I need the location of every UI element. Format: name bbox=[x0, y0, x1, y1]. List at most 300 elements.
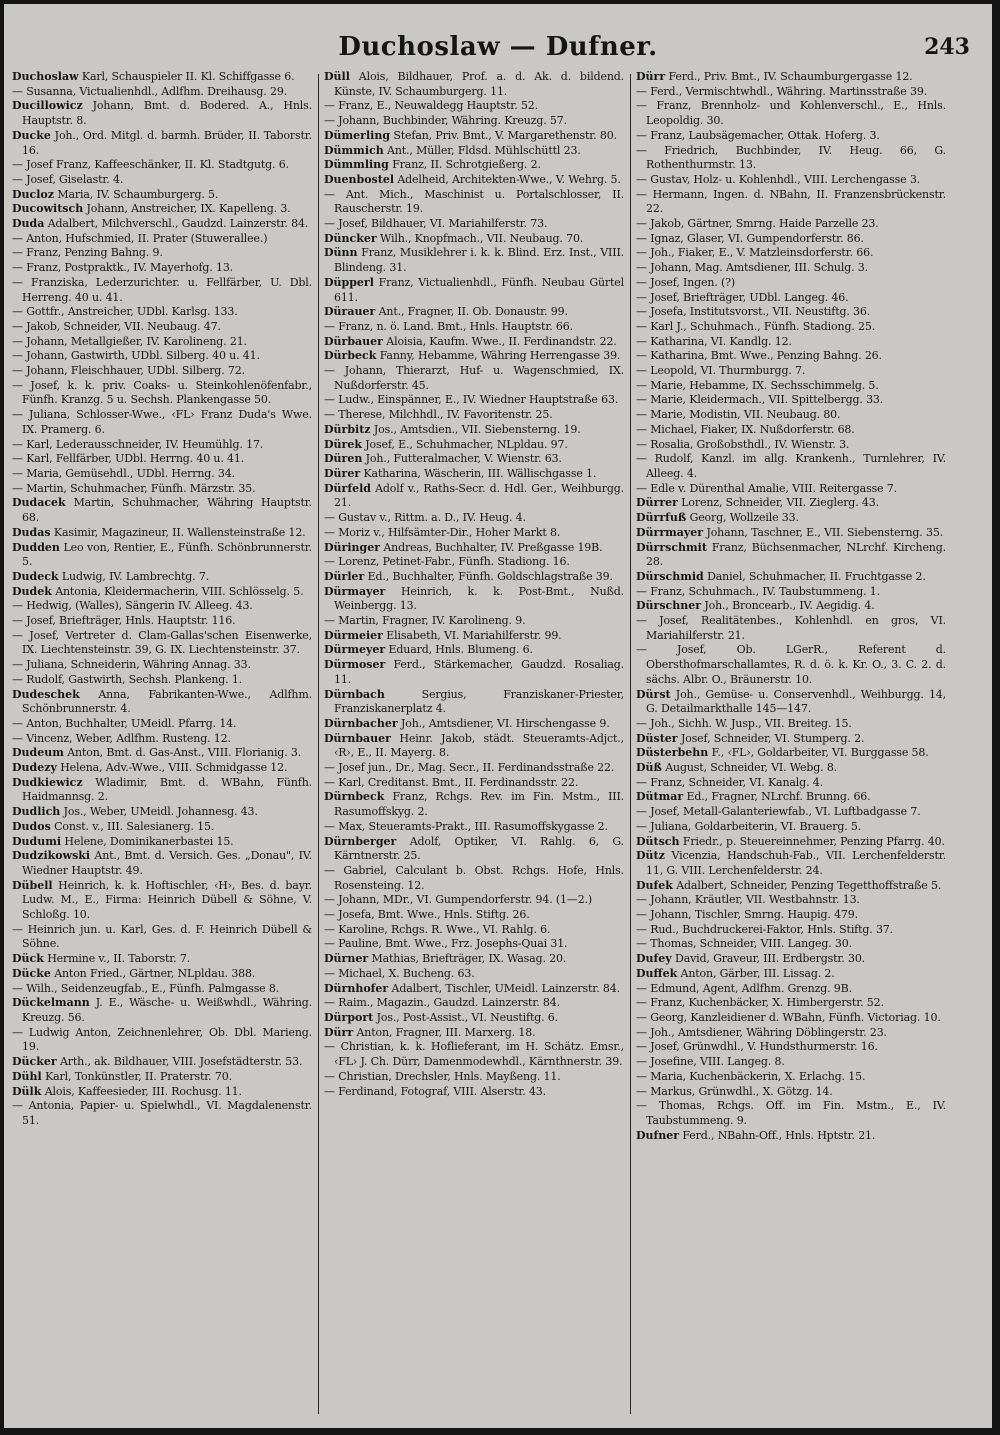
directory-entry bbox=[324, 937, 624, 952]
directory-entry bbox=[12, 570, 312, 585]
entry-details: Adalbert, Tischler, UMeidl. Lainzerstr. 84. bbox=[388, 981, 620, 995]
entry-details: Joh., Futteralmacher, V. Wienstr. 63. bbox=[362, 452, 562, 466]
directory-entry bbox=[324, 452, 624, 467]
entry-details: Heinr. Jakob, städt. Steueramts-Adjct., ‹R›, E., II. Mayerg. 8. bbox=[334, 731, 624, 760]
directory-entry bbox=[12, 232, 312, 247]
entry-surname: Dürrmayer bbox=[636, 525, 704, 539]
directory-entry bbox=[636, 879, 946, 894]
directory-entry bbox=[636, 70, 946, 85]
directory-entry bbox=[324, 232, 624, 247]
directory-entry bbox=[12, 85, 312, 100]
directory-entry bbox=[324, 70, 624, 99]
directory-entry bbox=[12, 541, 312, 570]
directory-entry bbox=[12, 276, 312, 305]
entry-details: Johann, Bmt. d. Bodered. A., Hnls. Hauptstr. 8. bbox=[22, 99, 312, 128]
entry-details: Friedr., p. Steuereinnehmer, Penzing Pfarrg. 40. bbox=[679, 834, 945, 848]
directory-entry bbox=[12, 820, 312, 835]
directory-entry bbox=[636, 570, 946, 585]
directory-entry bbox=[636, 438, 946, 453]
directory-entry bbox=[12, 261, 312, 276]
entry-details: — Johann, Gastwirth, UDbl. Silberg. 40 u. 41. bbox=[12, 349, 260, 363]
entry-surname: Ducillowicz bbox=[12, 99, 83, 113]
entry-details: Adalbert, Schneider, Penzing Tegetthoffstraße 5. bbox=[672, 878, 942, 892]
entry-surname: Dürnberger bbox=[324, 834, 397, 848]
directory-entry bbox=[12, 467, 312, 482]
page-title: Duchoslaw — Dufner. bbox=[338, 32, 658, 62]
entry-details: — Moriz v., Hilfsämter-Dir., Hoher Markt 8. bbox=[324, 525, 561, 539]
directory-entry bbox=[636, 305, 946, 320]
entry-details: — Josef, Ob. LGerR., Referent d. Obersthofmarschallamtes, R. d. ö. k. Kr. O., 3. C. 2. d. sächs. Albr. O., Bräunerstr. 10. bbox=[636, 643, 946, 686]
entry-details: Franz, Büchsenmacher, NLrchf. Kircheng. 28. bbox=[646, 540, 946, 569]
entry-details: — Marie, Modistin, VII. Neubaug. 80. bbox=[636, 408, 841, 422]
directory-entry bbox=[636, 982, 946, 997]
column-2 bbox=[324, 70, 624, 1420]
directory-entry bbox=[324, 614, 624, 629]
directory-entry bbox=[324, 335, 624, 350]
directory-entry bbox=[12, 1099, 312, 1128]
entry-details: — Juliana, Goldarbeiterin, VI. Brauerg. 5. bbox=[636, 819, 862, 833]
directory-entry bbox=[12, 996, 312, 1025]
entry-surname: Dümmling bbox=[324, 158, 389, 172]
directory-entry bbox=[636, 835, 946, 850]
entry-surname: Dufek bbox=[636, 878, 673, 892]
directory-entry bbox=[324, 952, 624, 967]
entry-details: — Friedrich, Buchbinder, IV. Heug. 66, G. Rothenthurmstr. 13. bbox=[636, 143, 946, 172]
directory-entry bbox=[12, 1026, 312, 1055]
directory-entry bbox=[636, 1129, 946, 1144]
entry-details: — Jakob, Schneider, VII. Neubaug. 47. bbox=[12, 319, 221, 333]
entry-details: F., ‹FL›, Goldarbeiter, VI. Burggasse 58. bbox=[708, 746, 929, 760]
directory-entry bbox=[12, 879, 312, 923]
entry-details: — Franz, E., Neuwaldegg Hauptstr. 52. bbox=[324, 99, 538, 113]
entry-surname: Dudeschek bbox=[12, 687, 80, 701]
directory-entry bbox=[324, 643, 624, 658]
entry-details: Stefan, Priv. Bmt., V. Margarethenstr. 80. bbox=[390, 128, 617, 142]
directory-entry bbox=[636, 614, 946, 643]
directory-entry bbox=[324, 790, 624, 819]
directory-entry bbox=[636, 1085, 946, 1100]
entry-details: — Hermann, Ingen. d. NBahn, II. Franzensbrückenstr. 22. bbox=[636, 187, 946, 216]
directory-entry bbox=[636, 379, 946, 394]
entry-details: Joh., Amtsdiener, VI. Hirschengasse 9. bbox=[397, 716, 610, 730]
directory-entry bbox=[636, 173, 946, 188]
entry-surname: Düsterbehn bbox=[636, 746, 709, 760]
entry-details: Karl, Tonkünstler, II. Praterstr. 70. bbox=[41, 1069, 232, 1083]
directory-entry bbox=[12, 202, 312, 217]
directory-entry bbox=[636, 967, 946, 982]
entry-details: — Lorenz, Petinet-Fabr., Fünfh. Stadiong. 16. bbox=[324, 555, 570, 569]
entry-details: — Josef, Bildhauer, VI. Mariahilferstr. 73. bbox=[324, 217, 548, 231]
entry-details: Anna, Fabrikanten-Wwe., Adlfhm. Schönbrunnerstr. 4. bbox=[22, 687, 312, 716]
directory-entry bbox=[636, 908, 946, 923]
entry-details: — Josef, Grünwdhl., V. Hundsthurmerstr. 16. bbox=[636, 1040, 878, 1054]
entry-details: — Franz, Postpraktk., IV. Mayerhofg. 13. bbox=[12, 261, 234, 275]
entry-details: — Karl J., Schuhmach., Fünfh. Stadiong. 25. bbox=[636, 319, 876, 333]
directory-entry bbox=[324, 835, 624, 864]
entry-details: — Gustav, Holz- u. Kohlenhdl., VIII. Lerchengasse 3. bbox=[636, 172, 921, 186]
directory-entry bbox=[12, 482, 312, 497]
directory-entry bbox=[636, 349, 946, 364]
directory-entry bbox=[636, 923, 946, 938]
entry-details: — Antonia, Papier- u. Spielwhdl., VI. Magdalenenstr. 51. bbox=[12, 1099, 312, 1127]
entry-surname: Dürbauer bbox=[324, 334, 383, 348]
entry-surname: Dudkiewicz bbox=[12, 775, 83, 789]
directory-entry bbox=[12, 835, 312, 850]
directory-entry bbox=[324, 629, 624, 644]
entry-surname: Dütmar bbox=[636, 790, 684, 804]
entry-details: — Maria, Kuchenbäckerin, X. Erlachg. 15. bbox=[636, 1069, 866, 1083]
entry-details: — Josefa, Institutsvorst., VII. Neustiftg. 36. bbox=[636, 305, 871, 319]
entry-details: Anton, Gärber, III. Lissag. 2. bbox=[677, 966, 835, 980]
directory-entry bbox=[636, 291, 946, 306]
directory-entry bbox=[636, 452, 946, 481]
directory-entry bbox=[12, 1070, 312, 1085]
directory-entry bbox=[12, 805, 312, 820]
entry-surname: Dücker bbox=[12, 1055, 57, 1069]
entry-details: — Vincenz, Weber, Adlfhm. Rusteng. 12. bbox=[12, 731, 231, 745]
entry-details: Jos., Amtsdien., VII. Siebensterng. 19. bbox=[370, 422, 581, 436]
entry-details: Georg, Wollzeile 33. bbox=[686, 511, 799, 525]
directory-entry bbox=[636, 643, 946, 687]
entry-details: Ed., Buchhalter, Fünfh. Goldschlagstraße 39. bbox=[364, 569, 613, 583]
directory-entry bbox=[636, 599, 946, 614]
directory-entry bbox=[636, 144, 946, 173]
directory-entry bbox=[12, 658, 312, 673]
entry-details: Andreas, Buchhalter, IV. Preßgasse 19B. bbox=[380, 540, 603, 554]
directory-entry bbox=[12, 982, 312, 997]
entry-surname: Dürnhofer bbox=[324, 981, 389, 995]
entry-details: Adalbert, Milchverschl., Gaudzd. Lainzerstr. 84. bbox=[44, 217, 309, 231]
entry-surname: Dürer bbox=[324, 466, 361, 480]
directory-entry bbox=[12, 761, 312, 776]
entry-surname: Dühl bbox=[12, 1069, 42, 1083]
directory-entry bbox=[12, 364, 312, 379]
directory-entry bbox=[636, 585, 946, 600]
entry-details: Fanny, Hebamme, Währing Herrengasse 39. bbox=[376, 349, 621, 363]
entry-details: — Johann, Metallgießer, IV. Karolineng. 21. bbox=[12, 334, 247, 348]
directory-entry bbox=[324, 158, 624, 173]
entry-details: — Anton, Hufschmied, II. Prater (Stuwerallee.) bbox=[12, 231, 268, 245]
entry-details: — Rudolf, Gastwirth, Sechsh. Plankeng. 1. bbox=[12, 672, 243, 686]
column-divider bbox=[630, 74, 631, 1414]
directory-entry bbox=[636, 761, 946, 776]
directory-entry bbox=[636, 746, 946, 761]
directory-entry bbox=[636, 1040, 946, 1055]
entry-details: — Gustav v., Rittm. a. D., IV. Heug. 4. bbox=[324, 511, 526, 525]
directory-entry bbox=[324, 320, 624, 335]
directory-entry bbox=[12, 335, 312, 350]
entry-details: Franz, Rchgs. Rev. im Fin. Mstm., III. Rasumoffskyg. 2. bbox=[334, 790, 624, 819]
directory-entry bbox=[324, 364, 624, 393]
entry-details: — Josef Franz, Kaffeeschänker, II. Kl. Stadtgutg. 6. bbox=[12, 158, 289, 172]
entry-details: Alois, Kaffeesieder, III. Rochusg. 11. bbox=[41, 1084, 242, 1098]
directory-entry bbox=[324, 129, 624, 144]
directory-entry bbox=[12, 923, 312, 952]
directory-entry bbox=[12, 776, 312, 805]
directory-entry bbox=[12, 173, 312, 188]
directory-entry bbox=[636, 99, 946, 128]
directory-entry bbox=[636, 188, 946, 217]
entry-surname: Dürauer bbox=[324, 305, 376, 319]
directory-entry bbox=[636, 541, 946, 570]
entry-surname: Dümerling bbox=[324, 128, 391, 142]
directory-entry bbox=[324, 585, 624, 614]
entry-details: Helena, Adv.-Wwe., VIII. Schmidgasse 12. bbox=[56, 761, 288, 775]
directory-entry bbox=[324, 1011, 624, 1026]
directory-entry bbox=[636, 893, 946, 908]
entry-surname: Dudas bbox=[12, 525, 51, 539]
entry-details: — Johann, MDr., VI. Gumpendorferstr. 94. (1—2.) bbox=[324, 893, 593, 907]
entry-surname: Dufey bbox=[636, 952, 672, 966]
entry-details: — Josefine, VIII. Langeg. 8. bbox=[636, 1055, 785, 1069]
entry-surname: Dudeum bbox=[12, 746, 64, 760]
directory-entry bbox=[12, 614, 312, 629]
directory-entry bbox=[12, 188, 312, 203]
entry-details: — Josef, Metall-Galanteriewfab., VI. Luftbadgasse 7. bbox=[636, 805, 921, 819]
entry-details: — Hedwig, (Walles), Sängerin IV. Alleeg. 43. bbox=[12, 599, 253, 613]
entry-details: — Edmund, Agent, Adlfhm. Grenzg. 9B. bbox=[636, 981, 852, 995]
directory-entry bbox=[12, 732, 312, 747]
entry-surname: Dürrer bbox=[636, 496, 678, 510]
page-number: 243 bbox=[924, 34, 970, 60]
entry-details: — Christian, Drechsler, Hnls. Mayßeng. 11. bbox=[324, 1069, 561, 1083]
directory-entry bbox=[12, 438, 312, 453]
entry-details: — Juliana, Schlosser-Wwe., ‹FL› Franz Duda's Wwe. IX. Pramerg. 6. bbox=[12, 408, 312, 436]
directory-entry bbox=[324, 658, 624, 687]
entry-details: Daniel, Schuhmacher, II. Fruchtgasse 2. bbox=[703, 569, 926, 583]
entry-details: Hermine v., II. Taborstr. 7. bbox=[43, 952, 191, 966]
directory-entry bbox=[12, 452, 312, 467]
directory-entry bbox=[324, 408, 624, 423]
entry-details: — Michael, Fiaker, IX. Nußdorferstr. 68. bbox=[636, 422, 855, 436]
entry-details: Josef, E., Schuhmacher, NLpldau. 97. bbox=[361, 437, 568, 451]
directory-entry bbox=[636, 526, 946, 541]
entry-details: — Josefa, Bmt. Wwe., Hnls. Stiftg. 26. bbox=[324, 908, 530, 922]
directory-entry bbox=[324, 732, 624, 761]
entry-details: Joh., Gemüse- u. Conservenhdl., Weihburgg. 14, G. Detailmarkthalle 145—147. bbox=[646, 687, 946, 716]
entry-details: — Joh., Fiaker, E., V. Matzleinsdorferstr. 66. bbox=[636, 246, 874, 260]
entry-details: Adolf, Optiker, VI. Rahlg. 6, G. Kärntnerstr. 25. bbox=[334, 834, 624, 863]
entry-details: — Josef, k. k. priv. Coaks- u. Steinkohlenöfenfabr., Fünfh. Kranzg. 5 u. Sechsh. Plankengasse 50. bbox=[12, 378, 312, 407]
directory-entry bbox=[636, 261, 946, 276]
entry-details: Josef, Schneider, VI. Stumperg. 2. bbox=[677, 731, 865, 745]
entry-surname: Dürrfuß bbox=[636, 511, 687, 525]
directory-entry bbox=[636, 511, 946, 526]
directory-entry bbox=[636, 320, 946, 335]
entry-surname: Dürr bbox=[324, 1025, 354, 1039]
directory-entry bbox=[636, 246, 946, 261]
directory-entry bbox=[636, 496, 946, 511]
entry-surname: Dürr bbox=[636, 70, 666, 83]
directory-entry bbox=[636, 952, 946, 967]
entry-surname: Dudeck bbox=[12, 569, 59, 583]
entry-surname: Dürnbach bbox=[324, 687, 385, 701]
entry-details: J. E., Wäsche- u. Weißwhdl., Währing. Kreuzg. 56. bbox=[22, 996, 312, 1024]
entry-surname: Dufner bbox=[636, 1128, 680, 1142]
entry-details: Adelheid, Architekten-Wwe., V. Wehrg. 5. bbox=[394, 172, 621, 186]
directory-entry bbox=[636, 364, 946, 379]
column-divider bbox=[318, 74, 319, 1414]
entry-details: Vicenzia, Handschuh-Fab., VII. Lerchenfelderstr. 11, G. VIII. Lerchenfelderstr. 24. bbox=[646, 849, 946, 877]
entry-details: Helene, Dominikanerbastei 15. bbox=[61, 834, 234, 848]
entry-details: — Johann, Buchbinder, Währing. Kreuzg. 57. bbox=[324, 114, 567, 128]
entry-details: Aloisia, Kaufm. Wwe., II. Ferdinandstr. 22. bbox=[382, 334, 617, 348]
entry-details: Sergius, Franziskaner-Priester, Franziskanerplatz 4. bbox=[334, 687, 624, 716]
directory-entry bbox=[324, 1040, 624, 1069]
directory-entry bbox=[324, 305, 624, 320]
entry-surname: Dürmoser bbox=[324, 658, 386, 672]
entry-details: Eduard, Hnls. Blumeng. 6. bbox=[385, 643, 533, 657]
directory-entry bbox=[636, 1099, 946, 1128]
directory-entry bbox=[636, 129, 946, 144]
entry-details: — Therese, Milchhdl., IV. Favoritenstr. 25. bbox=[324, 408, 553, 422]
directory-page bbox=[4, 4, 992, 1428]
entry-details: Ferd., Stärkemacher, Gaudzd. Rosaliag. 11. bbox=[334, 658, 624, 686]
entry-details: — Johann, Fleischhauer, UDbl. Silberg. 72. bbox=[12, 364, 245, 378]
entry-details: Joh., Broncearb., IV. Aegidig. 4. bbox=[701, 599, 875, 613]
directory-entry bbox=[324, 246, 624, 275]
entry-details: — Christian, k. k. Hoflieferant, im H. Schätz. Emsr., ‹FL› J. Ch. Dürr, Damenmodewhdl., Kärnthnerstr. 39. bbox=[324, 1040, 624, 1069]
entry-details: Ludwig, IV. Lambrechtg. 7. bbox=[58, 569, 210, 583]
entry-details: — Josef, Giselastr. 4. bbox=[12, 172, 124, 186]
entry-surname: Dürbitz bbox=[324, 422, 371, 436]
entry-details: Leo von, Rentier, E., Fünfh. Schönbrunnerstr. 5. bbox=[22, 540, 312, 569]
entry-details: Franz, II. Schrotgießerg. 2. bbox=[388, 158, 541, 172]
entry-details: — Franz, Laubsägemacher, Ottak. Hoferg. 3. bbox=[636, 128, 880, 142]
entry-details: Elisabeth, VI. Mariahilferstr. 99. bbox=[382, 628, 562, 642]
directory-entry bbox=[636, 717, 946, 732]
directory-entry bbox=[324, 482, 624, 511]
entry-surname: Dudumi bbox=[12, 834, 62, 848]
entry-details: — Franz, Schneider, VI. Kanalg. 4. bbox=[636, 775, 823, 789]
entry-details: Mathias, Briefträger, IX. Wasag. 20. bbox=[368, 952, 567, 966]
directory-entry bbox=[324, 188, 624, 217]
directory-entry bbox=[324, 864, 624, 893]
entry-surname: Dürschmid bbox=[636, 569, 704, 583]
entry-details: Ant., Bmt. d. Versich. Ges. „Donau", IV. Wiedner Hauptstr. 49. bbox=[22, 849, 312, 877]
entry-surname: Dürbeck bbox=[324, 349, 377, 363]
column-3 bbox=[636, 70, 946, 1420]
directory-entry bbox=[324, 526, 624, 541]
directory-entry bbox=[324, 570, 624, 585]
page-header bbox=[4, 32, 992, 68]
entry-surname: Duda bbox=[12, 217, 45, 231]
entry-surname: Düll bbox=[324, 70, 350, 83]
directory-entry bbox=[324, 393, 624, 408]
directory-entry bbox=[636, 232, 946, 247]
entry-details: — Raim., Magazin., Gaudzd. Lainzerstr. 84. bbox=[324, 996, 560, 1010]
entry-details: Franz, Victualienhdl., Fünfh. Neubau Gürtel 611. bbox=[334, 275, 624, 304]
directory-entry bbox=[12, 526, 312, 541]
directory-entry bbox=[636, 996, 946, 1011]
directory-entry bbox=[324, 511, 624, 526]
entry-details: Maria, IV. Schaumburgerg. 5. bbox=[54, 187, 219, 201]
entry-surname: Duffek bbox=[636, 966, 678, 980]
entry-details: — Edle v. Dürenthal Amalie, VIII. Reitergasse 7. bbox=[636, 481, 897, 495]
entry-surname: Dudos bbox=[12, 819, 51, 833]
entry-surname: Düren bbox=[324, 452, 363, 466]
entry-details: Const. v., III. Salesianerg. 15. bbox=[50, 819, 215, 833]
entry-details: Anton, Bmt. d. Gas-Anst., VIII. Florianig. 3. bbox=[63, 746, 302, 760]
entry-surname: Dürnbauer bbox=[324, 731, 391, 745]
directory-entry bbox=[324, 541, 624, 556]
directory-entry bbox=[324, 996, 624, 1011]
directory-entry bbox=[324, 99, 624, 114]
directory-entry bbox=[324, 423, 624, 438]
directory-entry bbox=[636, 482, 946, 497]
directory-entry bbox=[12, 349, 312, 364]
entry-details: Ferd., NBahn-Off., Hnls. Hptstr. 21. bbox=[679, 1128, 876, 1142]
directory-entry bbox=[636, 408, 946, 423]
directory-entry bbox=[12, 1055, 312, 1070]
directory-entry bbox=[324, 776, 624, 791]
entry-details: Katharina, Wäscherin, III. Wällischgasse 1. bbox=[360, 466, 597, 480]
entry-details: — Ludwig Anton, Zeichnenlehrer, Ob. Dbl. Marieng. 19. bbox=[12, 1025, 312, 1054]
directory-entry bbox=[12, 158, 312, 173]
entry-surname: Dürnbeck bbox=[324, 790, 385, 804]
entry-details: — Jakob, Gärtner, Smrng. Haide Parzelle 23. bbox=[636, 217, 879, 231]
entry-surname: Dünn bbox=[324, 246, 358, 260]
directory-entry bbox=[324, 761, 624, 776]
entry-surname: Ducowitsch bbox=[12, 202, 84, 216]
entry-details: — Maria, Gemüsehdl., UDbl. Herrng. 34. bbox=[12, 466, 235, 480]
entry-surname: Dürmeyer bbox=[324, 643, 386, 657]
entry-details: Ant., Fragner, II. Ob. Donaustr. 99. bbox=[375, 305, 568, 319]
directory-entry bbox=[636, 276, 946, 291]
directory-entry bbox=[12, 129, 312, 158]
directory-entry bbox=[324, 114, 624, 129]
entry-details: — Katharina, VI. Kandlg. 12. bbox=[636, 334, 792, 348]
directory-entry bbox=[636, 688, 946, 717]
directory-entry bbox=[636, 776, 946, 791]
entry-surname: Dülk bbox=[12, 1084, 42, 1098]
entry-details: — Thomas, Rchgs. Off. im Fin. Mstm., E., IV. Taubstummeng. 9. bbox=[636, 1099, 946, 1127]
entry-details: — Susanna, Victualienhdl., Adlfhm. Dreihausg. 29. bbox=[12, 84, 288, 98]
directory-entry bbox=[636, 732, 946, 747]
entry-details: — Josef, Vertreter d. Clam-Gallas'schen Eisenwerke, IX. Liechtensteinstr. 39, G. IX. Liechtensteinstr. 37. bbox=[12, 628, 312, 657]
entry-details: — Marie, Hebamme, IX. Sechsschimmelg. 5. bbox=[636, 378, 879, 392]
directory-entry bbox=[12, 496, 312, 525]
entry-details: — Johann, Tischler, Smrng. Haupig. 479. bbox=[636, 908, 858, 922]
entry-details: Arth., ak. Bildhauer, VIII. Josefstädterstr. 53. bbox=[56, 1055, 303, 1069]
entry-surname: Duenbostel bbox=[324, 172, 395, 186]
entry-details: Joh., Ord. Mitgl. d. barmh. Brüder, II. Taborstr. 16. bbox=[22, 128, 312, 157]
directory-entry bbox=[636, 820, 946, 835]
directory-entry bbox=[636, 393, 946, 408]
entry-details: — Martin, Fragner, IV. Karolineng. 9. bbox=[324, 614, 526, 628]
directory-entry bbox=[636, 790, 946, 805]
entry-details: — Juliana, Schneiderin, Währing Annag. 33. bbox=[12, 658, 251, 672]
directory-entry bbox=[324, 1026, 624, 1041]
directory-entry bbox=[12, 717, 312, 732]
directory-entry bbox=[636, 1070, 946, 1085]
entry-surname: Dudek bbox=[12, 584, 52, 598]
entry-surname: Ducke bbox=[12, 128, 51, 142]
entry-details: Johann, Taschner, E., VII. Siebensterng. 35. bbox=[703, 525, 944, 539]
entry-details: — Franziska, Lederzurichter. u. Fellfärber, U. Dbl. Herreng. 40 u. 41. bbox=[12, 275, 312, 304]
directory-entry bbox=[324, 349, 624, 364]
entry-surname: Dütsch bbox=[636, 834, 680, 848]
entry-details: Jos., Weber, UMeidl. Johannesg. 43. bbox=[60, 805, 258, 819]
entry-details: — Josef, Realitätenbes., Kohlenhdl. en gros, VI. Mariahilferstr. 21. bbox=[636, 614, 946, 642]
entry-surname: Dürmayer bbox=[324, 584, 386, 598]
directory-entry bbox=[324, 173, 624, 188]
entry-surname: Ducloz bbox=[12, 187, 54, 201]
entry-surname: Dürrschmit bbox=[636, 540, 707, 554]
directory-entry bbox=[324, 438, 624, 453]
directory-entry bbox=[324, 923, 624, 938]
entry-details: — Thomas, Schneider, VIII. Langeg. 30. bbox=[636, 937, 852, 951]
